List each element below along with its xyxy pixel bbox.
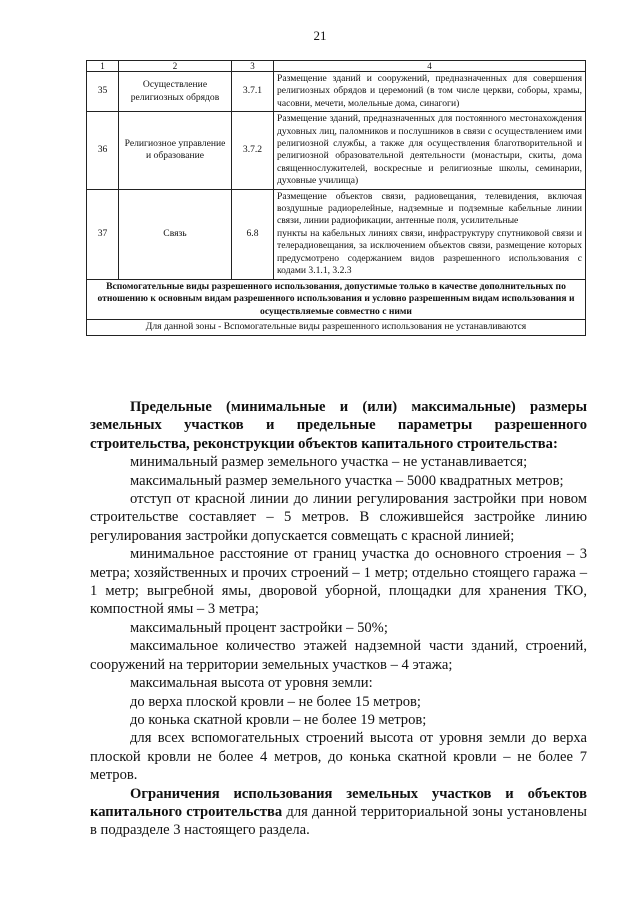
use-code: 3.7.2 [232,112,274,189]
parameter-paragraph: для всех вспомогательных строений высота от уровня земли до верха плоской кровли не более 4 метров, до конька скатной кровли – не более 7 метров. [90,730,587,784]
column-header: 2 [119,61,232,72]
use-code: 6.8 [232,189,274,279]
table-row [87,112,586,189]
row-number: 37 [87,189,119,279]
use-description [274,72,586,112]
parameter-paragraph: максимальная высота от уровня земли: [130,675,373,692]
parameter-paragraph: максимальное количество этажей надземной части зданий, строений, сооружений на территории земельных участков – 4 этажа; [90,638,587,673]
use-description [274,189,586,279]
column-header: 4 [274,61,586,72]
use-name: Религиозное управление и образование [119,112,232,189]
table-note-row [87,320,586,335]
parameter-paragraph: отступ от красной линии до линии регулирования застройки при новом строительстве составляет – 5 метров. В сложившейся застройке линию регулирования застройки допускается совмещать с красной линией; [90,491,587,544]
column-header: 1 [87,61,119,72]
use-code: 3.7.1 [232,72,274,112]
description-paragraph: пункты на кабельных линиях связи, инфраструктуру спутниковой связи и телерадиовещания, за исключением объектов связи, размещение которых предусмотрено содержанием видов разрешенного использования с кодами 3.1.1, 3.2.3 [277,227,582,277]
use-description [274,112,586,189]
table-subheading-row [87,279,586,320]
parameter-paragraph: максимальный процент застройки – 50%; [130,619,388,636]
parameter-paragraph: минимальный размер земельного участка – не устанавливается; [130,454,528,471]
description-paragraph: Размещение зданий, предназначенных для постоянного местонахождения духовных лиц, паломников и послушников в связи с осуществлением ими религиозной службы, а также для осуществления благотворительной и религиозной образовательной деятельности (монастыри, скиты, дома священнослужителей, воскресные и религиозные школы, семинарии, духовные училища) [277,113,582,187]
description-paragraph: Размещение объектов связи, радиовещания, телевидения, включая воздушные радиорелейные, надземные и подземные кабельные линии связи, линии радиофикации, антенные поля, усилительные [277,190,582,227]
auxiliary-uses-heading: Вспомогательные виды разрешенного использования, допустимые только в качестве дополнительных по отношению к основным видам разрешенного использования и условно разрешенным видам использования и осуществляемые совместно с ними [87,279,586,320]
closing-text: для данной территориальной зоны установлены в подразделе 3 настоящего раздела. [90,803,587,839]
row-number: 36 [87,112,119,189]
parameter-paragraph: до верха плоской кровли – не более 15 метров; [130,693,421,710]
parameters-section [90,398,587,840]
table-row [87,72,586,112]
use-name: Связь [119,189,232,279]
auxiliary-uses-note: Для данной зоны - Вспомогательные виды разрешенного использования не устанавливаются [87,320,586,335]
row-number: 35 [87,72,119,112]
description-paragraph: Размещение зданий и сооружений, предназначенных для совершения религиозных обрядов и церемоний (в том числе церкви, соборы, храмы, часовни, мечети, молельные дома, синагоги) [277,73,582,109]
closing-paragraph [90,785,587,840]
page-number: 21 [313,28,327,43]
parameter-paragraph: минимальное расстояние от границ участка до основного строения – 3 метра; хозяйственных и прочих строений – 1 метр; отдельно стоящего гаража – 1 метр; выгребной ямы, дворовой уборной, площадки для хранения ТКО, компостной ямы – 3 метра; [90,546,587,618]
table-row [87,189,586,279]
land-use-table [86,60,586,336]
table-header-row [87,61,586,72]
closing-bold-text: Ограничения использования земельных участков и объектов капитального строительства [90,785,587,820]
use-name: Осуществление религиозных обрядов [119,72,232,112]
column-header: 3 [232,61,274,72]
parameter-paragraph: максимальный размер земельного участка – 5000 квадратных метров; [130,472,564,489]
parameter-paragraph: до конька скатной кровли – не более 19 метров; [130,711,427,728]
section-heading: Предельные (минимальные и (или) максимальные) размеры земельных участков и предельные параметры разрешенного строительства, реконструкции объектов капитального строительства: [90,399,587,452]
